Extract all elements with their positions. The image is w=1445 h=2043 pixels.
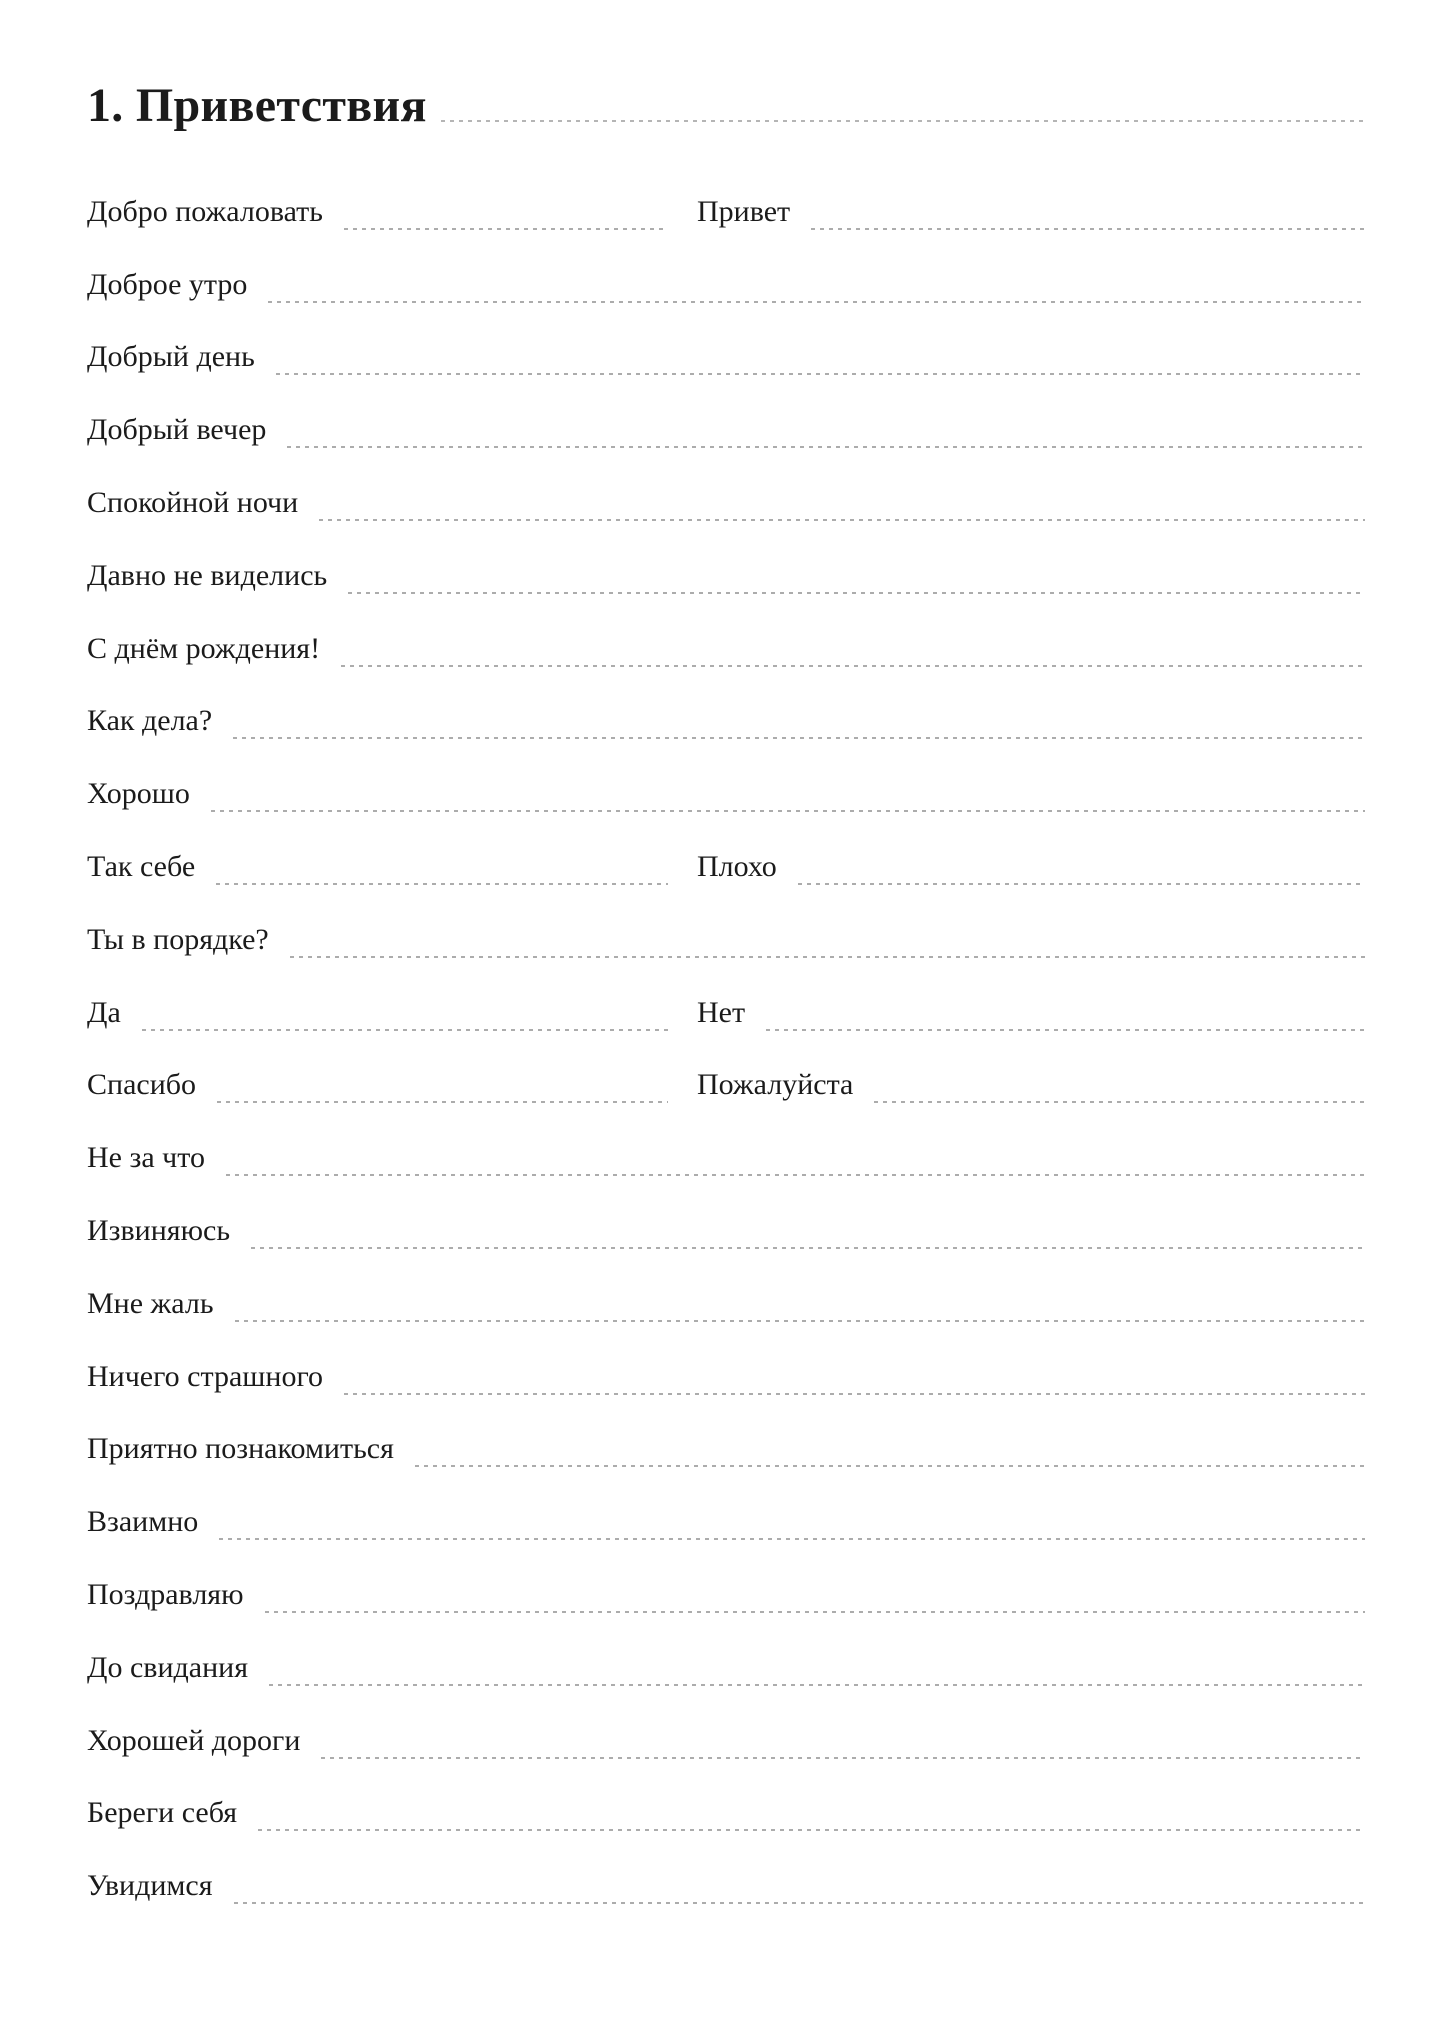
phrase-label: Взаимно — [87, 1505, 199, 1539]
phrase-label: Добрый день — [87, 340, 255, 374]
phrase-label: Добрый вечер — [87, 413, 267, 447]
phrase-column — [87, 194, 668, 230]
phrase-row — [87, 375, 1365, 448]
phrase-column — [87, 779, 1365, 812]
answer-blank-line — [268, 301, 1365, 303]
phrase-label: Плохо — [697, 849, 777, 883]
phrase-label: Пожалуйста — [697, 1068, 854, 1102]
phrase-column — [87, 1213, 1365, 1249]
answer-blank-line — [798, 883, 1365, 885]
phrase-column — [87, 1723, 1365, 1759]
phrase-label: Хорошо — [87, 777, 190, 811]
answer-blank-line — [226, 1174, 1365, 1176]
phrase-label: Доброе утро — [87, 267, 248, 301]
answer-blank-line — [341, 665, 1365, 667]
phrase-label: Так себе — [87, 849, 196, 883]
answer-blank-line — [235, 1320, 1365, 1322]
phrase-column — [87, 1798, 1365, 1831]
phrase-column — [87, 922, 1365, 958]
phrase-label: Не за что — [87, 1141, 205, 1175]
answer-blank-line — [344, 1393, 1365, 1395]
answer-blank-line — [287, 446, 1365, 448]
phrase-column — [697, 1070, 1365, 1103]
section-title: 1. Приветствия — [87, 79, 427, 132]
phrase-column — [87, 1434, 1365, 1467]
answer-blank-line — [344, 228, 668, 230]
phrase-row — [87, 1395, 1365, 1468]
phrase-label: Добро пожаловать — [87, 194, 323, 228]
phrase-label: Давно не виделись — [87, 558, 328, 592]
phrase-row — [87, 1176, 1365, 1249]
phrase-label: Как дела? — [87, 704, 213, 738]
answer-blank-line — [233, 737, 1365, 739]
phrase-row — [87, 667, 1365, 740]
phrase-row — [87, 1322, 1365, 1395]
answer-blank-line — [319, 519, 1365, 521]
phrase-column — [697, 194, 1365, 230]
phrase-label: Мне жаль — [87, 1286, 214, 1320]
answer-blank-line — [216, 883, 668, 885]
phrase-column — [87, 342, 1365, 375]
phrase-row — [87, 303, 1365, 376]
phrase-label: Да — [87, 995, 121, 1029]
phrase-label: С днём рождения! — [87, 631, 321, 665]
phrase-column — [87, 1359, 1365, 1395]
phrase-label: Нет — [697, 995, 746, 1029]
answer-blank-line — [811, 228, 1365, 230]
answer-blank-line — [142, 1029, 668, 1031]
phrase-row — [87, 1759, 1365, 1832]
phrase-row — [87, 739, 1365, 812]
phrase-label: Приятно познакомиться — [87, 1432, 394, 1466]
answer-blank-line — [258, 1829, 1365, 1831]
phrase-row — [87, 594, 1365, 667]
phrase-label: Ты в порядке? — [87, 922, 269, 956]
answer-blank-line — [290, 956, 1365, 958]
phrase-row — [87, 812, 1365, 885]
phrase-column — [87, 995, 668, 1031]
phrase-label: Хорошей дороги — [87, 1723, 301, 1757]
phrase-column — [87, 1507, 1365, 1540]
phrase-column — [87, 706, 1365, 739]
phrase-column — [87, 485, 1365, 521]
phrase-row — [87, 885, 1365, 958]
phrase-column — [87, 558, 1365, 594]
phrase-label: Увидимся — [87, 1869, 213, 1903]
phrase-row — [87, 1613, 1365, 1686]
phrase-row — [87, 1031, 1365, 1104]
phrase-row — [87, 1467, 1365, 1540]
phrase-label: Спасибо — [87, 1068, 197, 1102]
answer-blank-line — [251, 1247, 1365, 1249]
answer-blank-line — [874, 1101, 1365, 1103]
phrase-row — [87, 1249, 1365, 1322]
phrase-list — [87, 157, 1365, 1904]
phrase-column — [87, 1871, 1365, 1904]
section-title-row — [87, 0, 1365, 130]
answer-blank-line — [269, 1684, 1365, 1686]
phrase-row — [87, 521, 1365, 594]
phrase-label: Поздравляю — [87, 1577, 244, 1611]
phrase-column — [697, 849, 1365, 885]
answer-blank-line — [234, 1902, 1366, 1904]
answer-blank-line — [415, 1465, 1365, 1467]
phrase-row — [87, 1103, 1365, 1176]
phrase-column — [87, 849, 668, 885]
phrase-label: Привет — [697, 194, 791, 228]
phrase-column — [87, 267, 1365, 303]
phrase-column — [87, 415, 1365, 448]
phrase-row — [87, 157, 1365, 230]
answer-blank-line — [211, 810, 1365, 812]
phrase-column — [87, 1143, 1365, 1176]
phrase-row — [87, 230, 1365, 303]
answer-blank-line — [766, 1029, 1365, 1031]
phrase-label: Спокойной ночи — [87, 485, 299, 519]
answer-blank-line — [276, 373, 1365, 375]
phrase-column — [87, 1650, 1365, 1686]
phrase-row — [87, 1686, 1365, 1759]
phrase-row — [87, 448, 1365, 521]
answer-blank-line — [217, 1101, 668, 1103]
phrase-row — [87, 958, 1365, 1031]
answer-blank-line — [348, 592, 1365, 594]
phrase-label: Ничего страшного — [87, 1359, 324, 1393]
phrase-column — [87, 1070, 668, 1103]
phrase-column — [87, 1286, 1365, 1322]
phrase-label: До свидания — [87, 1650, 248, 1684]
answer-blank-line — [321, 1757, 1365, 1759]
phrase-column — [87, 1577, 1365, 1613]
phrase-row — [87, 1831, 1365, 1904]
phrase-label: Извиняюсь — [87, 1213, 230, 1247]
answer-blank-line — [265, 1611, 1365, 1613]
phrase-column — [87, 631, 1365, 667]
title-dotted-line — [441, 120, 1365, 122]
phrase-row — [87, 1540, 1365, 1613]
phrase-column — [697, 995, 1365, 1031]
answer-blank-line — [219, 1538, 1365, 1540]
phrase-label: Береги себя — [87, 1796, 238, 1830]
